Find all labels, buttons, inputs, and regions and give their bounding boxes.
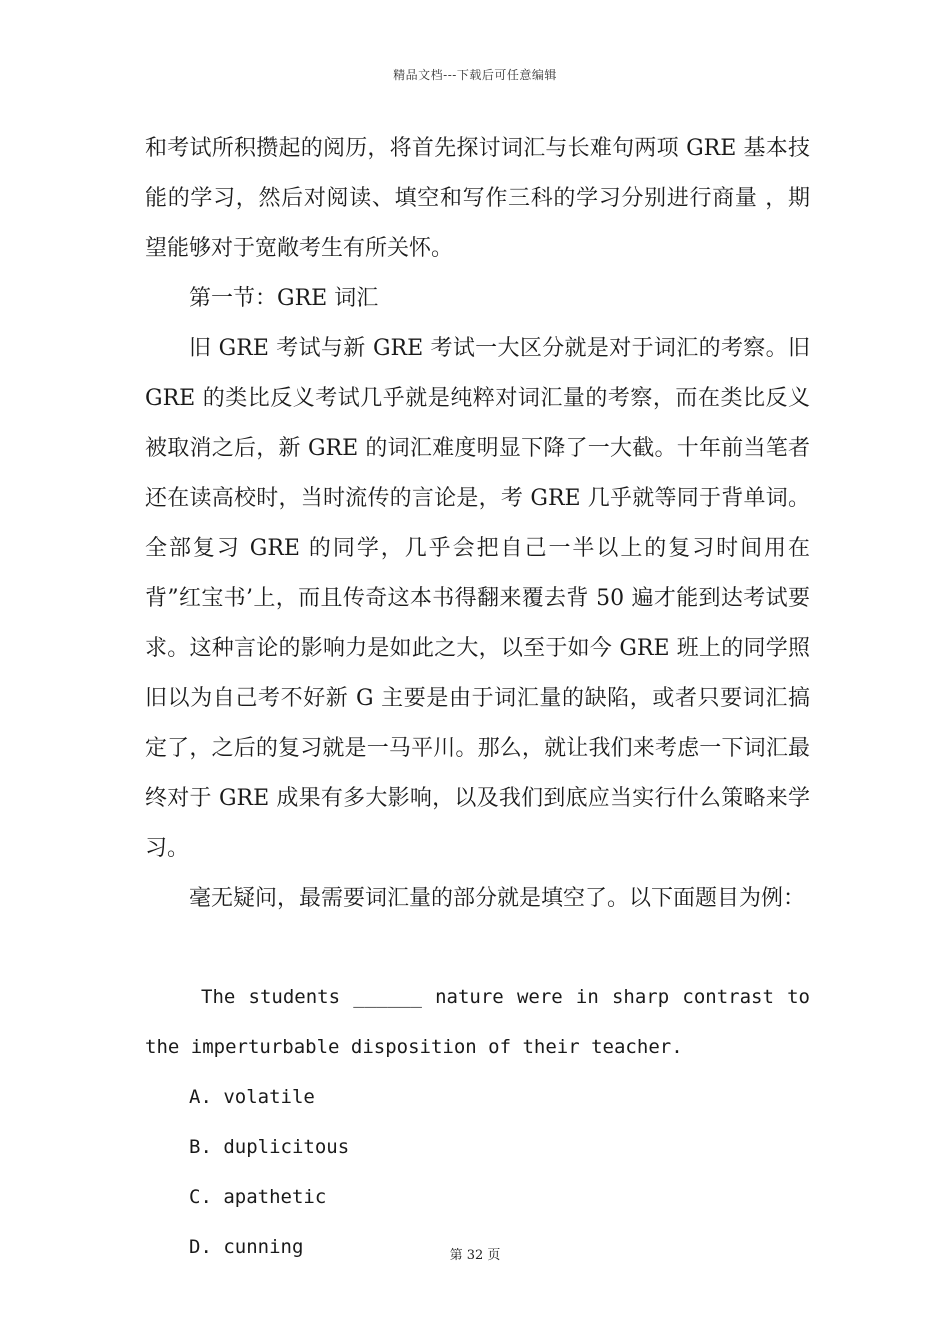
paragraph-vocabulary: 旧 GRE 考试与新 GRE 考试一大区分就是对于词汇的考察。旧 GRE 的类比反义考试几乎就是纯粹对词汇量的考察，而在类比反义被取消之后，新 GRE 的词汇难度明显下降了一大截。十年前当笔者还在读高校时，当时流传的言论是，考 GRE 几乎就等同于背单词。全部复习 GRE 的同学，几乎会把自己一半以上的复习时间用在背”红宝书’上，而且传奇这本书得翻来覆去背 50 遍才能到达考试要求。这种言论的影响力是如此之大，以至于如今 GRE 班上的同学照旧以为自己考不好新 G 主要是由于词汇量的缺陷，或者只要词汇搞定了，之后的复习就是一马平川。那么，就让我们来考虑一下词汇最终对于 GRE 成果有多大影响，以及我们到底应当实行什么策略来学习。	[145, 336, 810, 861]
option-a: A. volatile	[189, 1086, 315, 1108]
page-header: 精品文档---下载后可任意编辑	[393, 68, 557, 82]
option-c: C. apathetic	[189, 1186, 327, 1208]
option-d: D. cunning	[189, 1236, 304, 1258]
paragraph-fill-blank-intro: 毫无疑问，最需要词汇量的部分就是填空了。以下面题目为例：	[189, 886, 806, 911]
section-title: 第一节：GRE 词汇	[189, 286, 379, 311]
paragraph-intro: 和考试所积攒起的阅历，将首先探讨词汇与长难句两项 GRE 基本技能的学习，然后对阅读、填空和写作三科的学习分别进行商量 ，期望能够对于宽敞考生有所关怀。	[145, 136, 810, 261]
question-stem	[145, 972, 810, 1072]
option-b: B. duplicitous	[189, 1136, 350, 1158]
page-number: 第 32 页	[449, 1248, 501, 1263]
document-body	[145, 124, 810, 1272]
question-line-2: the imperturbable disposition of their teacher.	[145, 1036, 683, 1058]
question-line-1: The students ______ nature were in sharp contrast to	[201, 986, 810, 1008]
